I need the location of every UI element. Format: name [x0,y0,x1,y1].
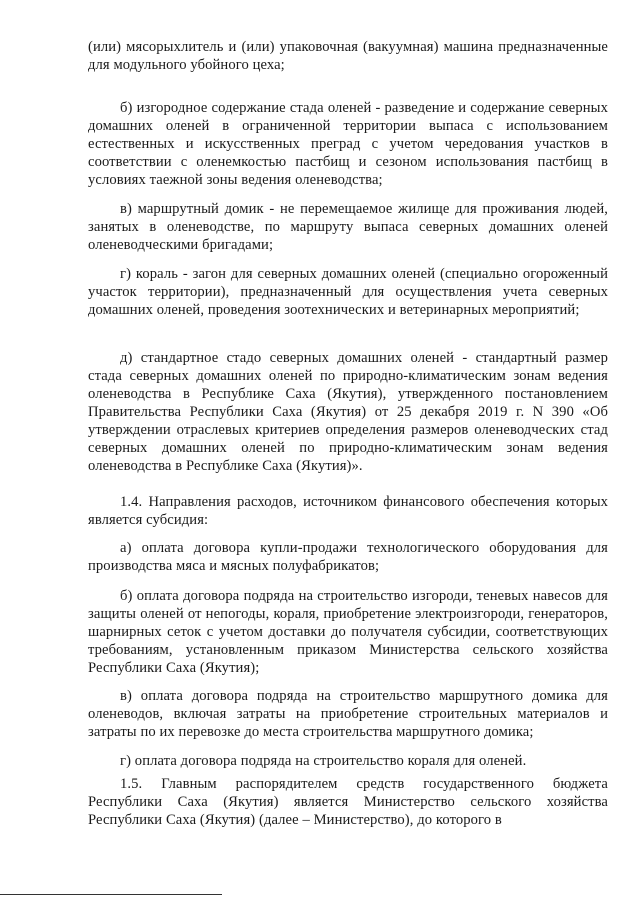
paragraph-chief-administrator: 1.5. Главным распорядителем средств государственного бюджета Республики Саха (Якутия) является Министерство сельского хозяйства Республики Саха (Якутия) (далее – Министерство), до которого в [88,776,608,828]
paragraph-expense-b: б) оплата договора подряда на строительство изгороди, теневых навесов для защиты оленей от непогоды, кораля, приобретение электроизгороди, генераторов, шарнирных сеток с учетом доставки до получателя субсидии, соответствующих требованиям, установленным приказом Министерства сельского хозяйства Республики Саха (Якутия); [88,588,608,676]
footnote-rule [0,894,222,895]
paragraph-expense-v: в) оплата договора подряда на строительство маршрутного домика для оленеводов, включая затраты на приобретение строительных материалов и затраты по их перевозке до места строительства маршрутного домика; [88,688,608,740]
paragraph-expense-a: а) оплата договора купли-продажи технологического оборудования для производства мяса и мясных полуфабрикатов; [88,540,608,574]
paragraph-corral: г) кораль - загон для северных домашних оленей (специально огороженный участок территории), предназначенный для осуществления учета северных домашних оленей, проведения зоотехнических и ветеринарных мероприятий; [88,266,608,318]
paragraph-fenced-herding: б) изгородное содержание стада оленей - разведение и содержание северных домашних оленей в ограниченной территории выпаса с использованием естественных и искусственных преград с учетом чередования участков в соответствии с оленемкостью пастбищ и сезоном использования пастбищ в условиях таежной зоны ведения оленеводства; [88,100,608,188]
paragraph-equipment-continued: (или) мясорыхлитель и (или) упаковочная (вакуумная) машина предназначенные для модульного убойного цеха; [88,39,608,73]
paragraph-expense-g: г) оплата договора подряда на строительство кораля для оленей. [120,753,527,769]
paragraph-expense-directions: 1.4. Направления расходов, источником финансового обеспечения которых является субсидия: [88,494,608,528]
paragraph-route-house: в) маршрутный домик - не перемещаемое жилище для проживания людей, занятых в оленеводстве, по маршруту выпаса северных домашних оленей оленеводческими бригадами; [88,201,608,253]
paragraph-standard-herd: д) стандартное стадо северных домашних оленей - стандартный размер стада северных домашних оленей по природно-климатическим зонам ведения оленеводства в Республике Саха (Якутия), утвержденного постановлением Правительства Республики Саха (Якутия) от 25 декабря 2019 г. N 390 «Об утверждении отраслевых критериев определения размеров оленеводческих стад северных домашних оленей по природно-климатическим зонам ведения оленеводства в Республике Саха (Якутия)». [88,350,608,474]
